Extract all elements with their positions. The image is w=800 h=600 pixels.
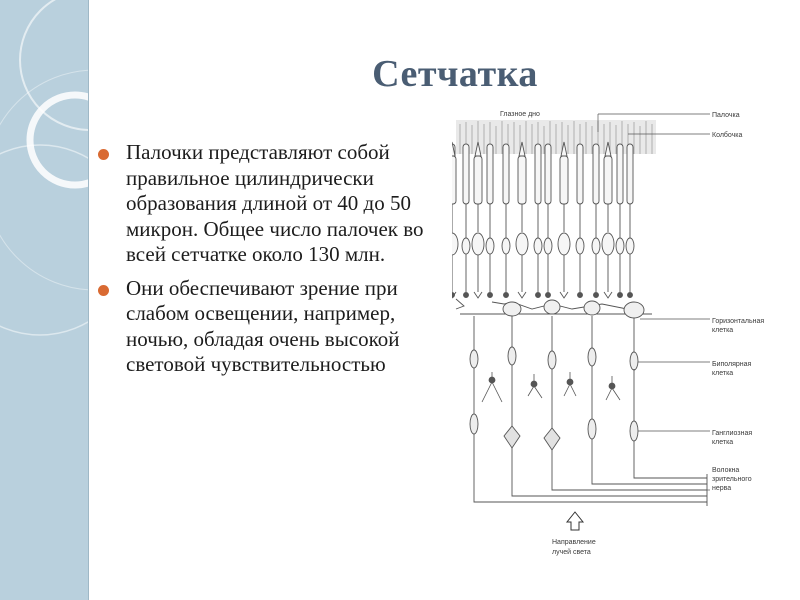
label-fundus: Глазное дно <box>500 111 540 118</box>
label-bipolar-2: клетка <box>712 370 734 377</box>
label-fibers-3: нерва <box>712 485 732 492</box>
decorative-circles <box>0 0 88 600</box>
label-fibers-2: зрительного <box>712 476 752 483</box>
label-ganglion-1: Ганглиозная <box>712 430 753 437</box>
ganglion-cells <box>470 369 638 450</box>
decorative-side-strip <box>0 0 89 600</box>
label-bipolar-1: Биполярная <box>712 361 752 368</box>
bullet-text: Они обеспечивают зрение при слабом освещении, например, ночью, обладая очень высокой световой чувствительностью <box>126 275 400 376</box>
label-ganglion-2: клетка <box>712 439 734 446</box>
bullet-list <box>98 140 438 386</box>
bullet-text: Палочки представляют собой правильное цилиндрически образования длиной от 40 до 50 микрон. Общее число палочек во всей сетчатке около 130 млн. <box>126 140 424 266</box>
label-light-1: Направление <box>552 539 596 546</box>
bullet-dot-icon <box>98 149 109 160</box>
bullet-dot-icon <box>98 285 109 296</box>
bullet-item <box>98 140 438 268</box>
bipolar-cells <box>470 316 638 370</box>
label-cone: Колбочка <box>712 132 743 139</box>
retina-diagram <box>452 104 782 564</box>
amacrine-cells <box>482 372 620 402</box>
photoreceptors <box>452 142 634 298</box>
label-horizontal-1: Горизонтальная <box>712 318 765 325</box>
leader-lines <box>598 114 710 490</box>
label-fibers-1: Волокна <box>712 467 740 474</box>
label-light-2: лучей света <box>552 549 591 556</box>
bullet-item <box>98 276 438 378</box>
label-rod: Палочка <box>712 112 740 119</box>
optic-nerve-fibers <box>474 434 707 506</box>
horizontal-cells <box>456 299 652 318</box>
label-horizontal-2: клетка <box>712 327 734 334</box>
light-direction-arrow-icon <box>567 512 583 530</box>
fundus-layer <box>456 120 656 154</box>
slide-title: Сетчатка <box>372 53 538 95</box>
